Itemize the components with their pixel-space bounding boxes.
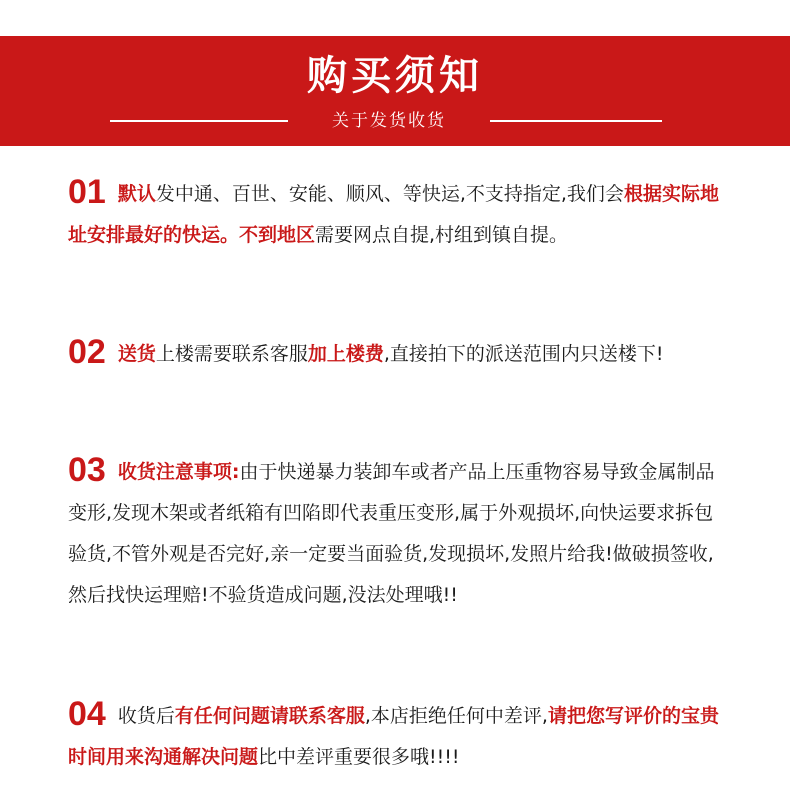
notice-highlight: 有任何问题请联系客服 bbox=[174, 705, 365, 727]
notice-number: 02 bbox=[68, 333, 106, 371]
subtitle-row bbox=[0, 108, 790, 134]
notice-text: 发中通、百世、安能、顺风、等快运,不支持指定,我们会 bbox=[155, 183, 624, 205]
notice-text: 收货后 bbox=[117, 705, 175, 727]
notice-text: 上楼需要联系客服 bbox=[155, 343, 308, 365]
notice-text: 需要网点自提,村组到镇自提。 bbox=[315, 224, 569, 246]
notice-number: 01 bbox=[68, 173, 106, 211]
notice-text: 比中差评重要很多哦!!!! bbox=[258, 746, 460, 768]
notice-number: 03 bbox=[68, 451, 106, 489]
page-subtitle: 关于发货收货 bbox=[332, 111, 446, 131]
notice-text: ,直接拍下的派送范围内只送楼下! bbox=[383, 343, 664, 365]
notice-item-02 bbox=[68, 334, 728, 375]
notice-item-01 bbox=[68, 174, 728, 256]
notice-item-04 bbox=[68, 696, 728, 778]
notice-item-03 bbox=[68, 452, 728, 616]
notice-number: 04 bbox=[68, 695, 106, 733]
notice-keyword: 收货注意事项: bbox=[117, 461, 240, 483]
page-title: 购买须知 bbox=[307, 53, 483, 99]
notice-highlight: 加上楼费 bbox=[307, 343, 384, 365]
notice-keyword: 默认 bbox=[117, 183, 156, 205]
notice-text: 由于快递暴力装卸车或者产品上压重物容易导致金属制品变形,发现木架或者纸箱有凹陷即代表重压变形,属于外观损坏,向快运要求拆包验货,不管外观是否完好,亲一定要当面验货,发现损坏,发照片给我!做破损签收,然后找快运理赔!不验货造成问题,没法处理哦!! bbox=[68, 461, 715, 606]
header-banner bbox=[0, 36, 790, 146]
subtitle-divider-right bbox=[490, 120, 662, 122]
notice-text: ,本店拒绝任何中差评, bbox=[364, 705, 548, 727]
subtitle-divider-left bbox=[110, 120, 288, 122]
notice-highlight: 根据实际地址安排最好的快运。不到地区 bbox=[68, 183, 719, 246]
notice-highlight: 请把您写评价的宝贵时间用来沟通解决问题 bbox=[68, 705, 719, 768]
notice-keyword: 送货 bbox=[117, 343, 156, 365]
